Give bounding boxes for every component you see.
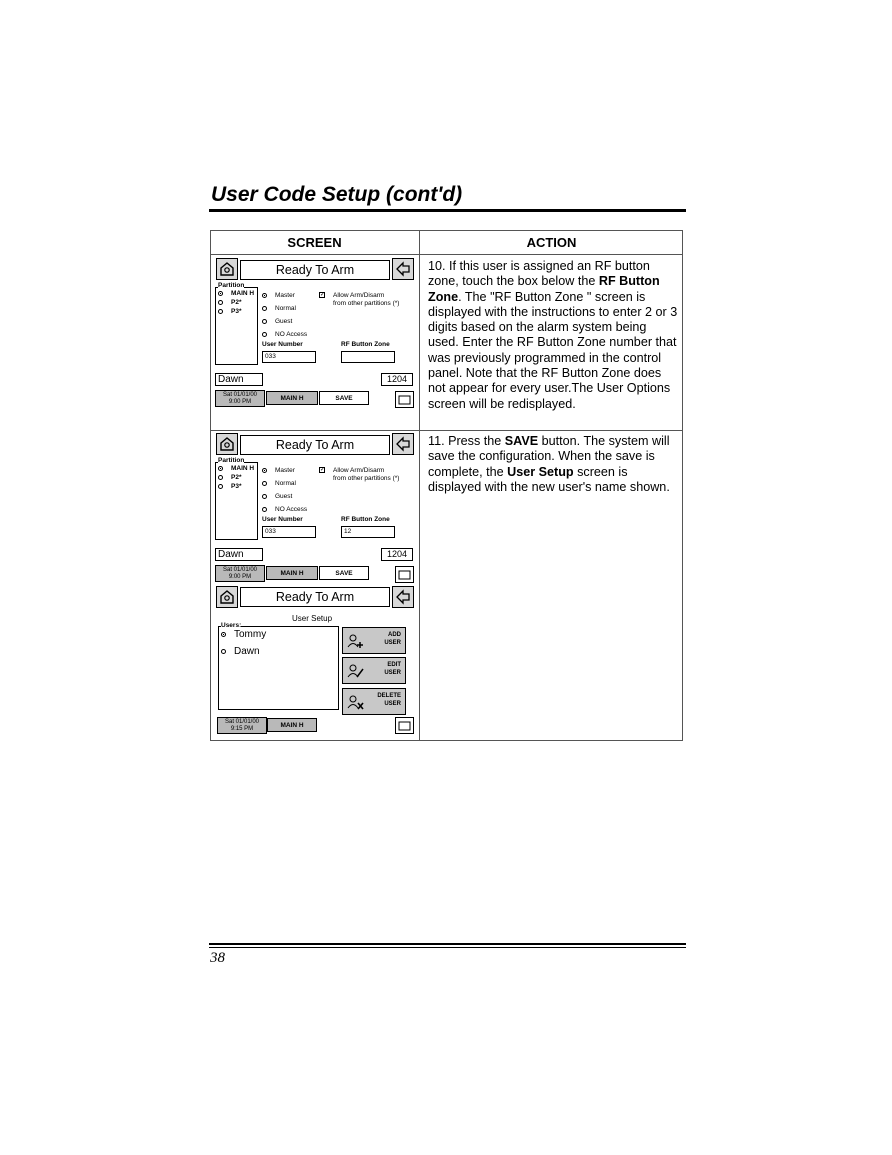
add-user-label-2: USER: [384, 640, 401, 646]
action-text: screen is displayed with the new user's name shown.: [428, 464, 670, 494]
rf-button-zone-field[interactable]: [341, 351, 395, 363]
user-radio-dawn[interactable]: [221, 649, 226, 654]
action-bold-text: User Setup: [507, 464, 574, 479]
partition-radio-p2[interactable]: [218, 475, 223, 480]
role-radio-master[interactable]: [262, 293, 267, 298]
main-partition-button[interactable]: MAIN H: [266, 391, 318, 405]
role-radio-no-access[interactable]: [262, 507, 267, 512]
partition-main-label: MAIN H: [231, 465, 255, 472]
users-label: Users:: [221, 622, 242, 629]
keypad-screen-user-options-saved: [214, 432, 416, 587]
allow-arm-label-1: Allow Arm/Disarm: [333, 292, 385, 299]
delete-user-label-1: DELETE: [377, 693, 401, 699]
role-master-label: Master: [275, 292, 295, 299]
user-number-label: User Number: [262, 516, 303, 523]
home-icon[interactable]: [216, 258, 238, 280]
main-partition-button[interactable]: MAIN H: [267, 718, 317, 732]
date-text: Sat 01/01/00: [222, 567, 258, 573]
action-text: button. The system will save the configuration. When the save is complete, the: [428, 434, 670, 479]
user-name-field[interactable]: Dawn: [215, 548, 263, 561]
keypad-screen-user-options: [214, 257, 416, 412]
edit-user-button[interactable]: [342, 657, 406, 684]
save-button[interactable]: SAVE: [319, 566, 369, 580]
rf-button-zone-label: RF Button Zone: [341, 516, 390, 523]
date-time-display: [217, 717, 267, 734]
role-radio-normal[interactable]: [262, 306, 267, 311]
role-guest-label: Guest: [275, 493, 293, 500]
partition-label: Partition: [218, 457, 245, 464]
action-step-10: [428, 259, 678, 412]
status-display: Ready To Arm: [240, 587, 390, 607]
date-text: Sat 01/01/00: [222, 392, 258, 398]
message-icon[interactable]: [395, 566, 414, 583]
role-radio-guest[interactable]: [262, 494, 267, 499]
message-icon[interactable]: [395, 717, 414, 734]
user-number-field[interactable]: 033: [262, 526, 316, 538]
edit-user-label-2: USER: [384, 670, 401, 676]
screen-heading: User Setup: [292, 614, 333, 623]
role-master-label: Master: [275, 467, 295, 474]
allow-arm-label-1: Allow Arm/Disarm: [333, 467, 385, 474]
action-bold-text: RF Button Zone: [428, 274, 660, 304]
user-code-field[interactable]: 1204: [381, 548, 413, 561]
home-icon[interactable]: [216, 433, 238, 455]
back-arrow-icon[interactable]: [392, 586, 414, 608]
add-user-label-1: ADD: [388, 632, 401, 638]
main-partition-button[interactable]: MAIN H: [266, 566, 318, 580]
action-text: . The "RF Button Zone " screen is displayed with the instructions to enter 2 or 3 digits based on the alarm system being used. Enter the RF Button Zone number that was previously programmed in the control panel. Note that the RF Button Zone does not appear for every user.The User Options screen will be redisplayed.: [428, 289, 678, 411]
add-user-icon: [347, 633, 365, 649]
footer-rule-thin: [209, 947, 686, 948]
action-text: 11. Press the: [428, 434, 505, 448]
edit-user-icon: [347, 663, 365, 679]
action-text: 10. If this user is assigned an RF button zone, touch the box below the: [428, 259, 650, 289]
status-display: Ready To Arm: [240, 435, 390, 455]
column-header-screen: SCREEN: [287, 235, 342, 250]
action-step-11: [428, 434, 678, 495]
date-time-display: [215, 390, 265, 407]
partition-radio-p3[interactable]: [218, 484, 223, 489]
partition-p2-label: P2*: [231, 299, 242, 306]
back-arrow-icon[interactable]: [392, 258, 414, 280]
role-radio-no-access[interactable]: [262, 332, 267, 337]
add-user-button[interactable]: [342, 627, 406, 654]
partition-radio-main[interactable]: [218, 291, 223, 296]
delete-user-button[interactable]: [342, 688, 406, 715]
time-text: 9:15 PM: [230, 726, 254, 732]
allow-arm-label-2: from other partitions (*): [333, 300, 400, 307]
status-display: Ready To Arm: [240, 260, 390, 280]
time-text: 9:00 PM: [228, 399, 252, 405]
footer-rule: [209, 943, 686, 945]
rf-button-zone-field[interactable]: 12: [341, 526, 395, 538]
role-radio-normal[interactable]: [262, 481, 267, 486]
page-number: 38: [210, 950, 225, 966]
allow-arm-checkbox[interactable]: ✓: [320, 292, 326, 298]
title-rule: [209, 209, 686, 212]
user-radio-tommy[interactable]: [221, 632, 226, 637]
column-header-action: ACTION: [526, 235, 577, 250]
action-bold-text: SAVE: [504, 434, 539, 448]
user-number-field[interactable]: 033: [262, 351, 316, 363]
page-title: User Code Setup (cont'd): [211, 183, 463, 206]
user-number-label: User Number: [262, 341, 303, 348]
role-radio-guest[interactable]: [262, 319, 267, 324]
partition-p3-label: P3*: [231, 308, 242, 315]
edit-user-label-1: EDIT: [387, 662, 401, 668]
partition-main-label: MAIN H: [231, 290, 255, 297]
allow-arm-label-2: from other partitions (*): [333, 475, 400, 482]
date-time-display: [215, 565, 265, 582]
back-arrow-icon[interactable]: [392, 433, 414, 455]
role-no-access-label: NO Access: [275, 506, 308, 513]
partition-radio-p2[interactable]: [218, 300, 223, 305]
time-text: 9:00 PM: [228, 574, 252, 580]
home-icon[interactable]: [216, 586, 238, 608]
user-code-field[interactable]: 1204: [381, 373, 413, 386]
partition-label: Partition: [218, 282, 245, 289]
partition-p3-label: P3*: [231, 483, 242, 490]
table-header-divider: [210, 254, 683, 255]
role-normal-label: Normal: [275, 305, 296, 312]
keypad-screen-user-setup: [214, 585, 416, 740]
user-name-field[interactable]: Dawn: [215, 373, 263, 386]
partition-p2-label: P2*: [231, 474, 242, 481]
delete-user-icon: [347, 694, 365, 710]
role-no-access-label: NO Access: [275, 331, 308, 338]
role-radio-master[interactable]: [262, 468, 267, 473]
delete-user-label-2: USER: [384, 701, 401, 707]
allow-arm-checkbox[interactable]: ✓: [320, 467, 326, 473]
role-normal-label: Normal: [275, 480, 296, 487]
user-name-tommy: Tommy: [234, 629, 267, 640]
message-icon[interactable]: [395, 391, 414, 408]
partition-radio-main[interactable]: [218, 466, 223, 471]
save-button[interactable]: SAVE: [319, 391, 369, 405]
user-name-dawn: Dawn: [234, 646, 260, 657]
date-text: Sat 01/01/00: [224, 719, 260, 725]
table-row-divider: [210, 430, 683, 431]
table-column-divider: [419, 230, 420, 741]
role-guest-label: Guest: [275, 318, 293, 325]
rf-button-zone-label: RF Button Zone: [341, 341, 390, 348]
partition-radio-p3[interactable]: [218, 309, 223, 314]
